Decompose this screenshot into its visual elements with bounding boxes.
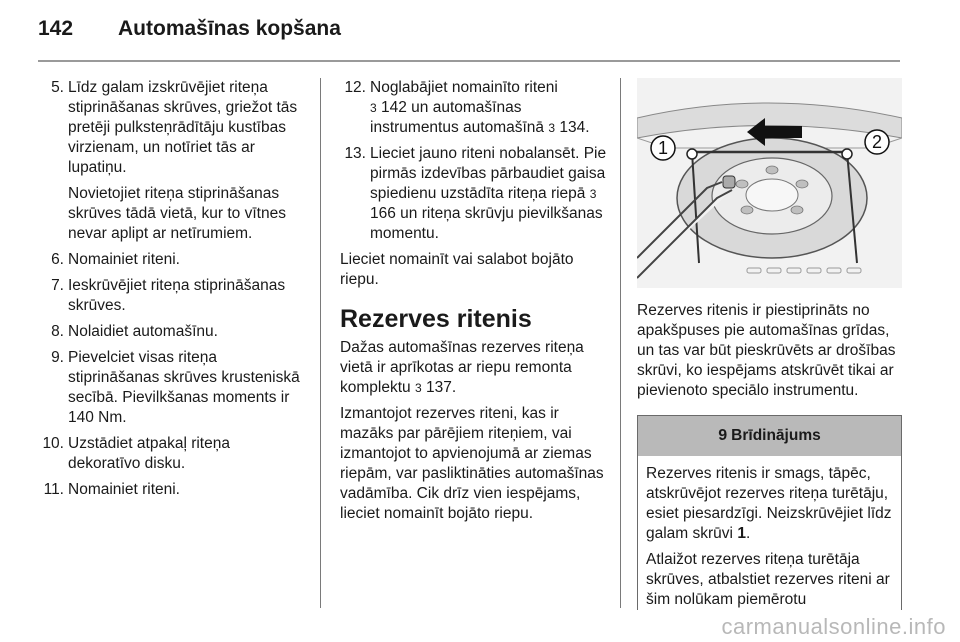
page-reference: 134 [559, 119, 586, 136]
warning-text-bold: 1 [737, 525, 746, 542]
step-item [38, 348, 304, 428]
column-divider-right [620, 78, 621, 608]
step-number: 10. [42, 435, 64, 452]
warning-title: Brīdinājums [731, 427, 821, 444]
column-divider-left [320, 78, 321, 608]
reference-arrow-icon: 3 [589, 187, 597, 201]
step-text: Nomainiet riteni. [68, 481, 180, 498]
step-number: 7. [51, 277, 64, 294]
step-text-part: Lieciet jauno riteni nobalansēt. Pie pirmās izdevības pārbaudiet gaisa spiedienu uzstādīta riteņa riepā [370, 145, 607, 202]
page-number: 142 [38, 17, 74, 40]
warning-icon: 9 [718, 427, 728, 444]
step-number: 11. [43, 481, 64, 498]
step-item [340, 144, 608, 244]
step-number: 5. [51, 79, 64, 96]
paragraph [340, 338, 608, 398]
warning-text: . [745, 525, 751, 542]
step-item [38, 78, 304, 244]
column-2 [340, 78, 608, 530]
step-item [38, 322, 304, 342]
page-reference: 137 [425, 379, 452, 396]
section-title: Rezerves ritenis [340, 305, 532, 333]
reference-arrow-icon: 3 [414, 381, 422, 395]
warning-paragraph [646, 464, 893, 544]
step-text [370, 78, 608, 138]
step-item [340, 78, 608, 138]
warning-header [638, 416, 901, 456]
page-title: Automašīnas kopšana [118, 17, 341, 40]
warning-box [637, 415, 902, 610]
callout-label-1: 1 [657, 138, 669, 158]
step-item [38, 276, 304, 316]
spare-wheel-drawing [637, 78, 902, 288]
step-text-part: un automašīnas instrumentus automašīnā [370, 99, 549, 136]
step-text [370, 144, 608, 244]
reference-arrow-icon: 3 [370, 101, 377, 115]
figure-caption: Rezerves ritenis ir piestiprināts no apakšpuses pie automašīnas grīdas, un tas var būt pieskrūvēts ar drošības skrūvi, ko iespējams atskrūvēt tikai ar pievienoto speciālo instrumentu. [637, 302, 896, 399]
step-number: 13. [344, 145, 366, 162]
step-text-part: un riteņa skrūvju pievilkšanas momentu. [370, 205, 603, 242]
callout-label-2: 2 [871, 132, 883, 152]
page-reference: 142 [381, 99, 407, 116]
step-text: Nolaidiet automašīnu. [68, 323, 218, 340]
spare-wheel-illustration [637, 78, 902, 288]
step-text-part: . [585, 119, 590, 136]
step-item [38, 480, 304, 500]
warning-paragraph: Atlaižot rezerves riteņa turētāja skrūves, atbalstiet rezerves riteni ar šim nolūkam piemērotu [646, 551, 890, 608]
page-header [0, 0, 960, 60]
column-3 [637, 78, 902, 616]
reference-arrow-icon: 3 [548, 121, 556, 135]
page-reference: 166 [370, 205, 396, 222]
step-text: Pievelciet visas riteņa stiprināšanas skrūves krusteniskā secībā. Pievilkšanas moments ir 140 Nm. [68, 349, 300, 426]
paragraph: Izmantojot rezerves riteni, kas ir mazāks par pārējiem riteņiem, vai izmantojot to apvienojumā ar ziemas riepām, var pasliktināties automašīnas vadāmība. Cik drīz vien iespējams, lieciet nomainīt bojāto riepu. [340, 405, 604, 522]
step-number: 12. [344, 79, 366, 96]
paragraph-text: Dažas automašīnas rezerves riteņa vietā ir aprīkotas ar riepu remonta komplektu [340, 339, 584, 396]
step-text: Līdz galam izskrūvējiet riteņa stiprināšanas skrūves, griežot tās pretēji pulksteņrādītāju kustības virzienam, un notīriet tās ar lupatiņu. [68, 79, 298, 176]
column-1 [38, 78, 304, 506]
warning-text: Rezerves ritenis ir smags, tāpēc, atskrūvējot rezerves riteņa turētāju, esiet piesardzīgi. Neizskrūvējiet līdz galam skrūvi [646, 465, 892, 542]
step-number: 8. [51, 323, 64, 340]
step-number: 9. [51, 349, 64, 366]
header-rule [38, 60, 900, 62]
step-item [38, 250, 304, 270]
step-text: Uzstādiet atpakaļ riteņa dekoratīvo disku. [68, 435, 230, 472]
step-text-part: Noglabājiet nomainīto riteni [370, 79, 558, 96]
step-text: Nomainiet riteni. [68, 251, 180, 268]
step-note: Novietojiet riteņa stiprināšanas skrūves tādā vietā, kur to vītnes nevar aplipt ar netīrumiem. [68, 185, 286, 242]
step-number: 6. [51, 251, 64, 268]
paragraph-text: . [451, 379, 457, 396]
paragraph: Lieciet nomainīt vai salabot bojāto riepu. [340, 251, 574, 288]
warning-body [638, 456, 901, 610]
step-text: Ieskrūvējiet riteņa stiprināšanas skrūves. [68, 277, 286, 314]
watermark: carmanualsonline.info [721, 614, 946, 639]
step-item [38, 434, 304, 474]
